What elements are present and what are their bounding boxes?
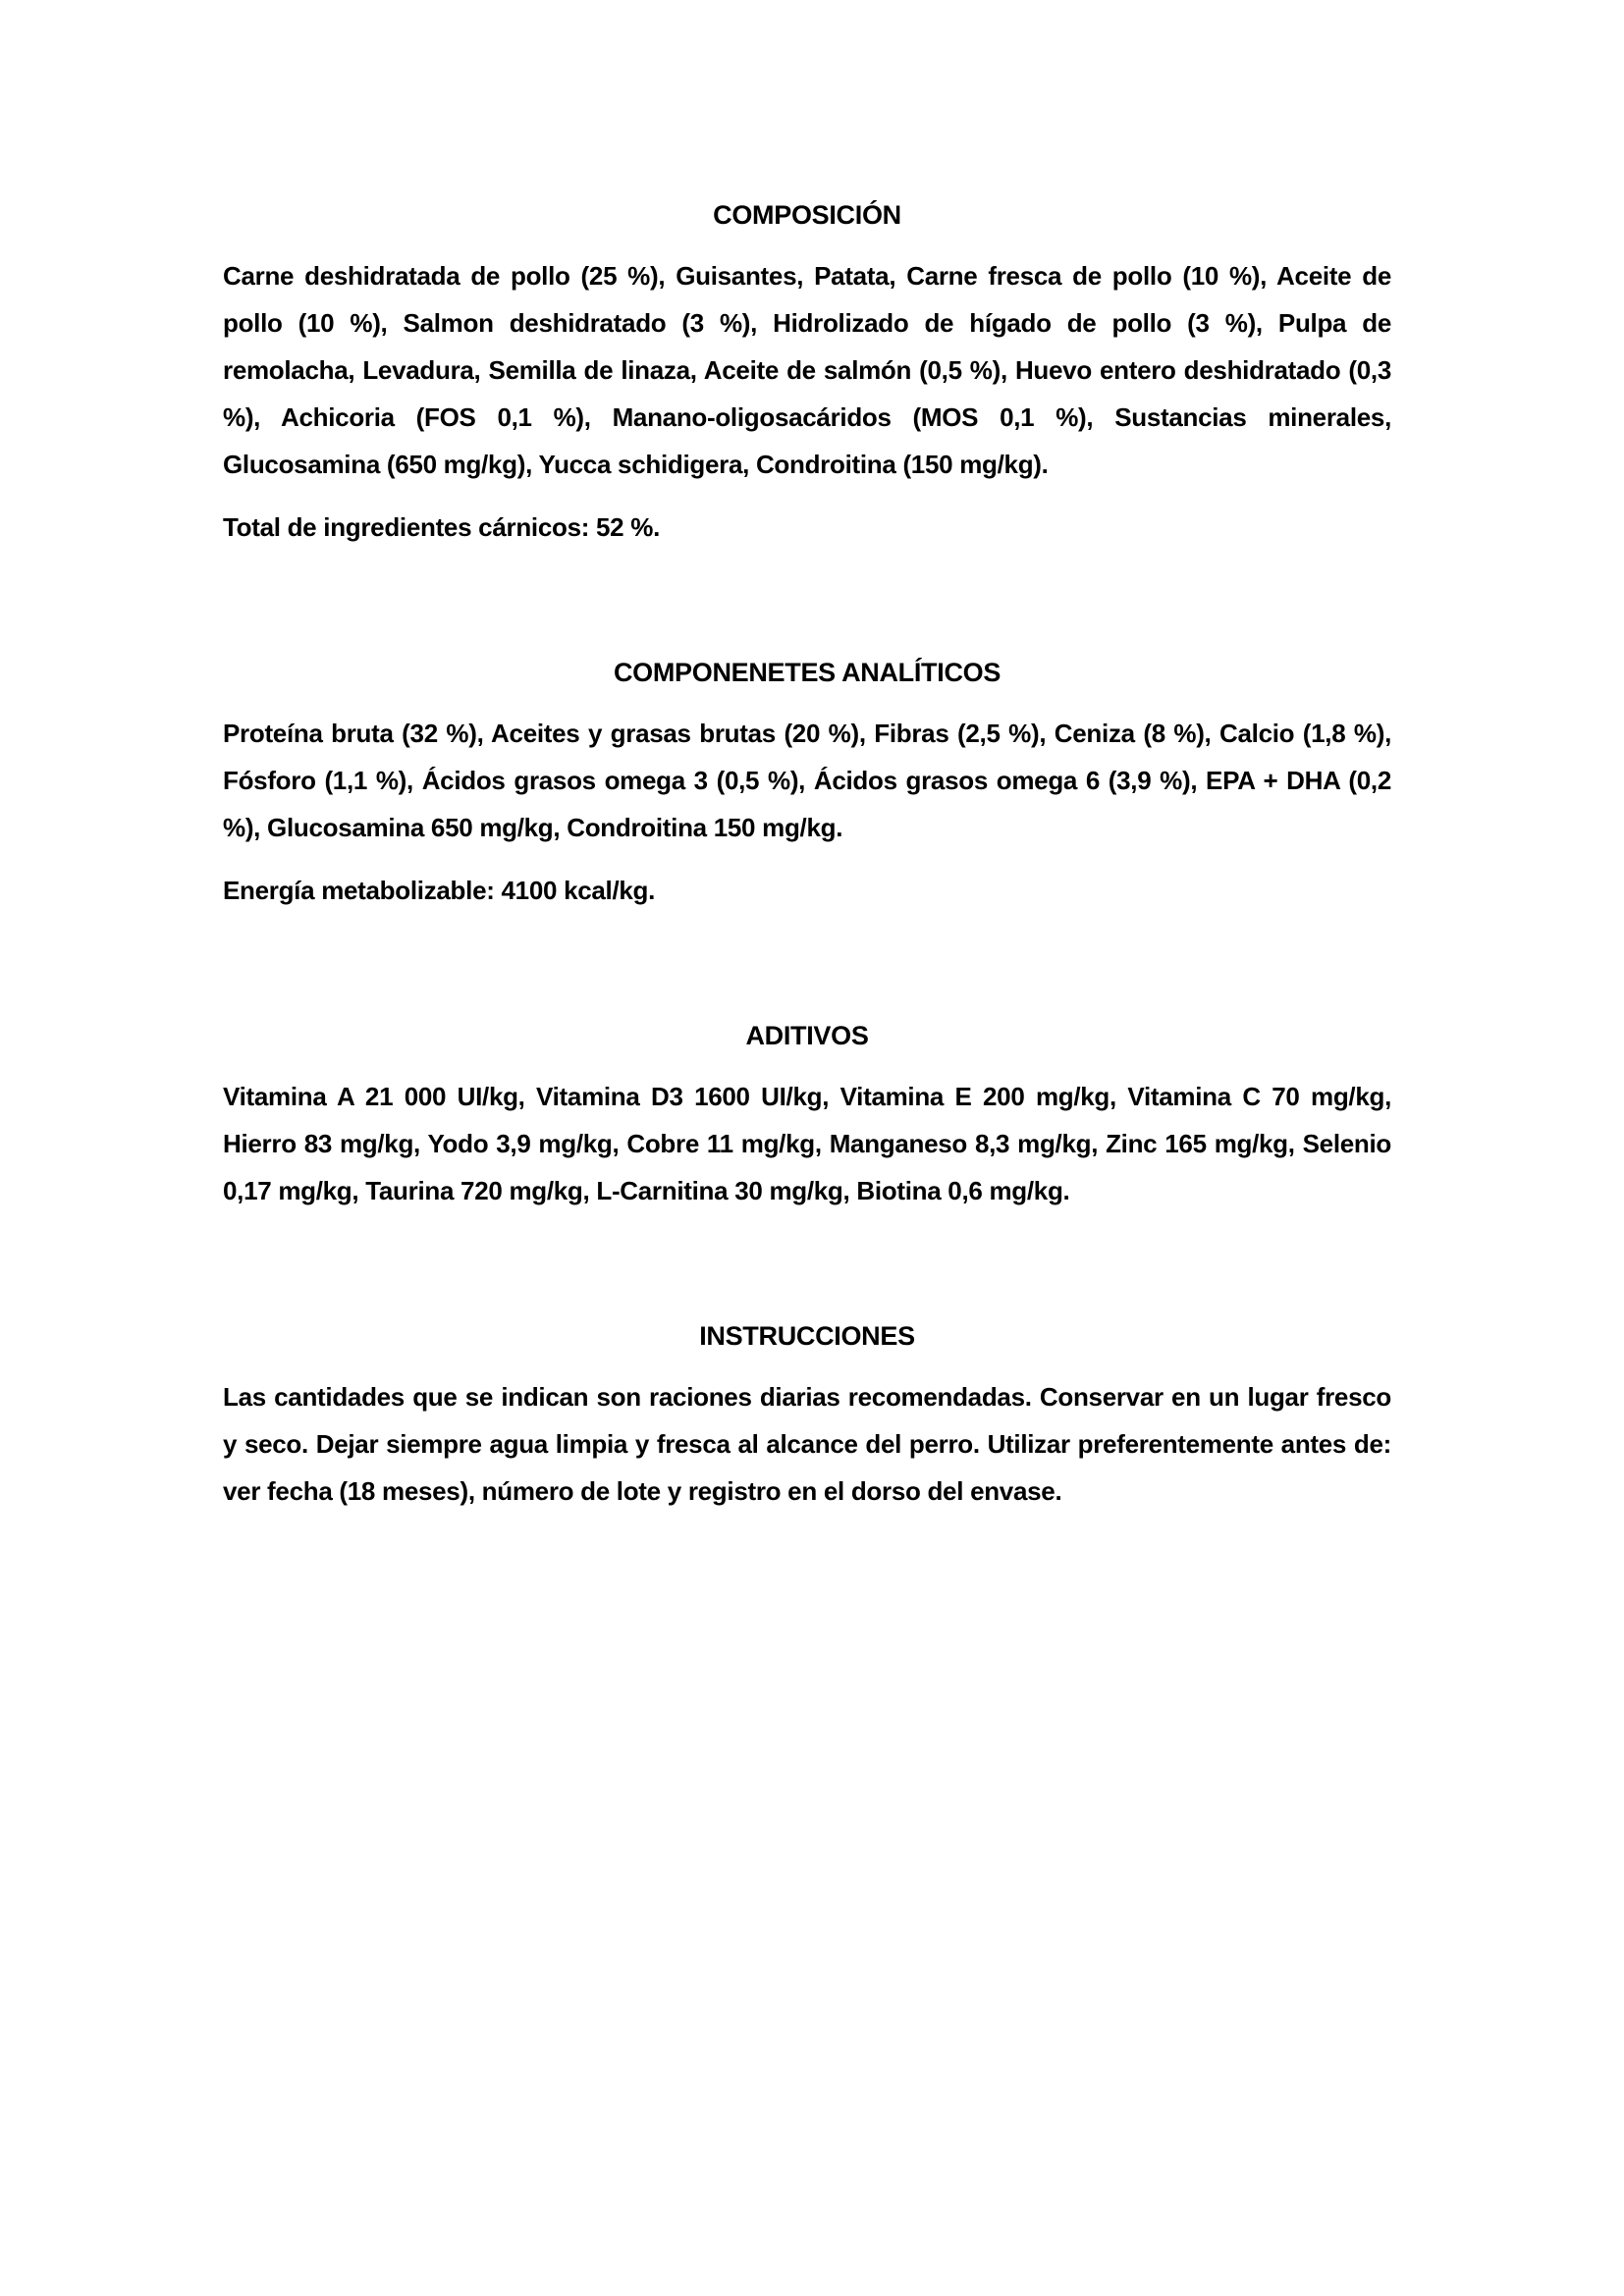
- aditivos-paragraph: Vitamina A 21 000 UI/kg, Vitamina D3 1600 UI/kg, Vitamina E 200 mg/kg, Vitamina C 70 mg/kg, Hierro 83 mg/kg, Yodo 3,9 mg/kg, Cobre 11 mg/kg, Manganeso 8,3 mg/kg, Zinc 165 mg/kg, Selenio 0,17 mg/kg, Taurina 720 mg/kg, L-Carnitina 30 mg/kg, Biotina 0,6 mg/kg.: [223, 1082, 1391, 1205]
- section-title-componentes-analiticos: COMPONENETES ANALÍTICOS: [613, 658, 1001, 687]
- composicion-ingredients-paragraph: Carne deshidratada de pollo (25 %), Guisantes, Patata, Carne fresca de pollo (10 %), Aceite de pollo (10 %), Salmon deshidratado (3 %), Hidrolizado de hígado de pollo (3 %), Pulpa de remolacha, Levadura, Semilla de linaza, Aceite de salmón (0,5 %), Huevo entero deshidratado (0,3 %), Achicoria (FOS 0,1 %), Manano-oligosacáridos (MOS 0,1 %), Sustancias minerales, Glucosamina (650 mg/kg), Yucca schidigera, Condroitina (150 mg/kg).: [223, 261, 1391, 479]
- instrucciones-paragraph: Las cantidades que se indican son raciones diarias recomendadas. Conservar en un lugar fresco y seco. Dejar siempre agua limpia y fresca al alcance del perro. Utilizar preferentemente antes de: ver fecha (18 meses), número de lote y registro en el dorso del envase.: [223, 1382, 1391, 1506]
- section-title-aditivos: ADITIVOS: [745, 1021, 869, 1050]
- energia-metabolizable-line: Energía metabolizable: 4100 kcal/kg.: [223, 876, 656, 905]
- composicion-total-carnicos-line: Total de ingredientes cárnicos: 52 %.: [223, 512, 660, 542]
- componentes-analiticos-paragraph: Proteína bruta (32 %), Aceites y grasas brutas (20 %), Fibras (2,5 %), Ceniza (8 %), Calcio (1,8 %), Fósforo (1,1 %), Ácidos grasos omega 3 (0,5 %), Ácidos grasos omega 6 (3,9 %), EPA + DHA (0,2 %), Glucosamina 650 mg/kg, Condroitina 150 mg/kg.: [223, 719, 1391, 842]
- section-title-instrucciones: INSTRUCCIONES: [699, 1321, 915, 1351]
- section-title-composicion: COMPOSICIÓN: [713, 200, 901, 230]
